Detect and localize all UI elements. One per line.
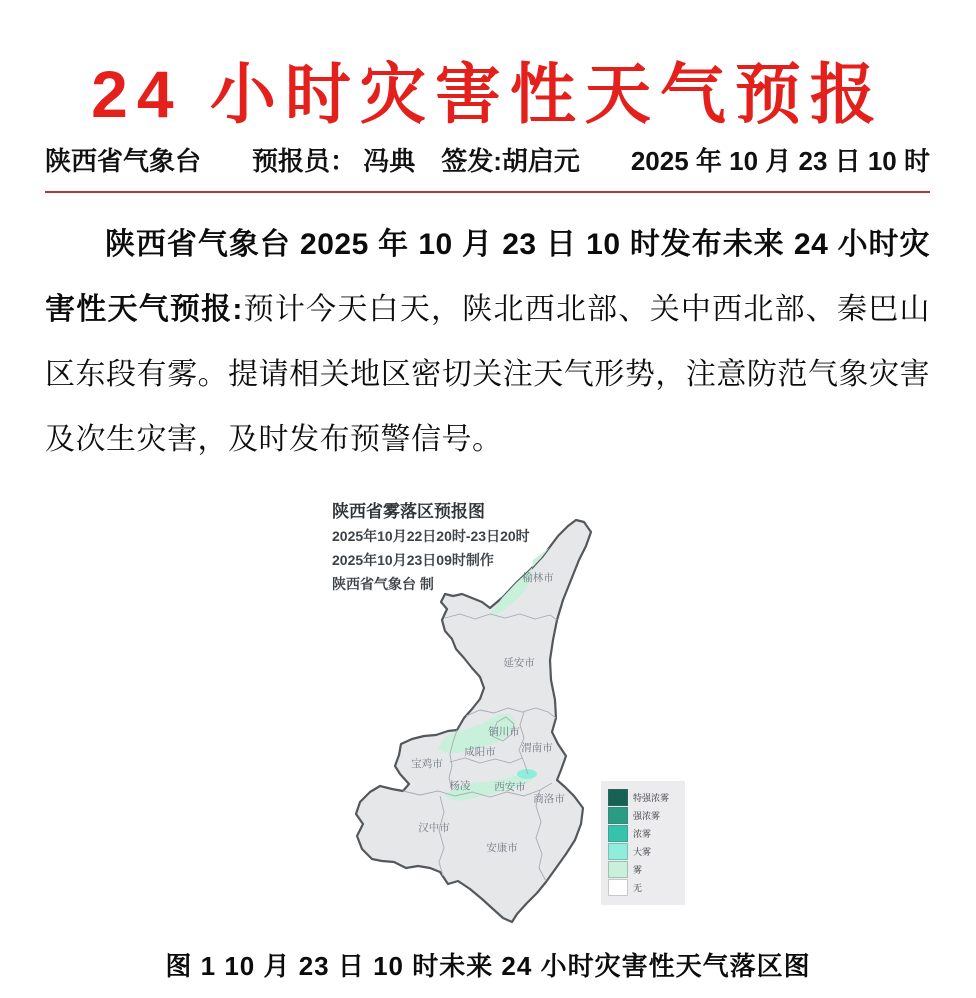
forecaster-name: 预报员： 冯典 [251,146,416,176]
legend-label: 特强浓雾 [633,792,670,803]
signers [252,141,580,178]
issue-datetime: 2025 年 10 月 23 日 10 时 [630,146,930,176]
city-label-weinan: 渭南市 [521,742,553,754]
legend-label: 浓雾 [633,828,652,839]
city-label-yulin: 榆林市 [522,572,554,584]
legend-swatch-strong-dense-fog [608,807,628,824]
city-label-yangling: 杨凌 [449,780,471,792]
city-label-ankang: 安康市 [486,842,518,854]
forecast-body-text: 预计今天白天，陕北西北部、关中西北部、秦巴山区东段有雾。提请相关地区密切关注天气形势，注意防范气象灾害及次生灾害，及时发布预警信号。 [45,293,930,456]
legend-swatch-fog [608,861,628,878]
city-label-xian: 西安市 [494,781,526,793]
legend-swatch-extreme-dense-fog [608,789,628,806]
legend-label: 无 [633,882,643,893]
station-name: 陕西省气象台 [45,146,202,176]
legend-label: 大雾 [633,846,652,857]
legend-label: 雾 [633,864,643,875]
city-label-hanzhong: 汉中市 [418,822,450,834]
legend-item [608,824,685,842]
map-made-at: 2025年10月23日09时制作 [332,552,494,568]
issue-meta-row [45,141,930,193]
city-label-xianyang: 咸阳市 [464,746,496,758]
forecast-paragraph [45,212,930,472]
legend-swatch-dense-fog [608,825,628,842]
page-title: 24 小时灾害性天气预报 [91,57,885,132]
map-title: 陕西省雾落区预报图 [332,502,485,521]
fog-legend [601,781,685,905]
legend-item [608,842,685,860]
forecast-lead-bold: 陕西省气象台 2025 年 10 月 23 日 10 时发布未来 24 小时灾害性天气预报: [45,228,930,326]
city-label-shangluo: 商洛市 [533,793,565,805]
figure-caption: 图 1 10 月 23 日 10 时未来 24 小时灾害性天气落区图 [165,951,811,981]
legend-item [608,878,685,896]
city-label-yanan: 延安市 [503,657,535,669]
legend-item [608,860,685,878]
map-header [332,500,530,596]
fog-forecast-map [300,490,700,930]
city-label-tongchuan: 铜川市 [488,726,520,738]
legend-item [608,788,685,806]
legend-item [608,806,685,824]
map-made-by: 陕西省气象台 制 [332,576,434,592]
city-label-baoji: 宝鸡市 [411,758,443,770]
legend-swatch-none [608,879,628,896]
legend-swatch-heavy-fog [608,843,628,860]
map-valid-period: 2025年10月22日20时-23日20时 [332,528,530,544]
legend-label: 强浓雾 [633,810,661,821]
issuer-name: 签发:胡启元 [441,146,580,176]
